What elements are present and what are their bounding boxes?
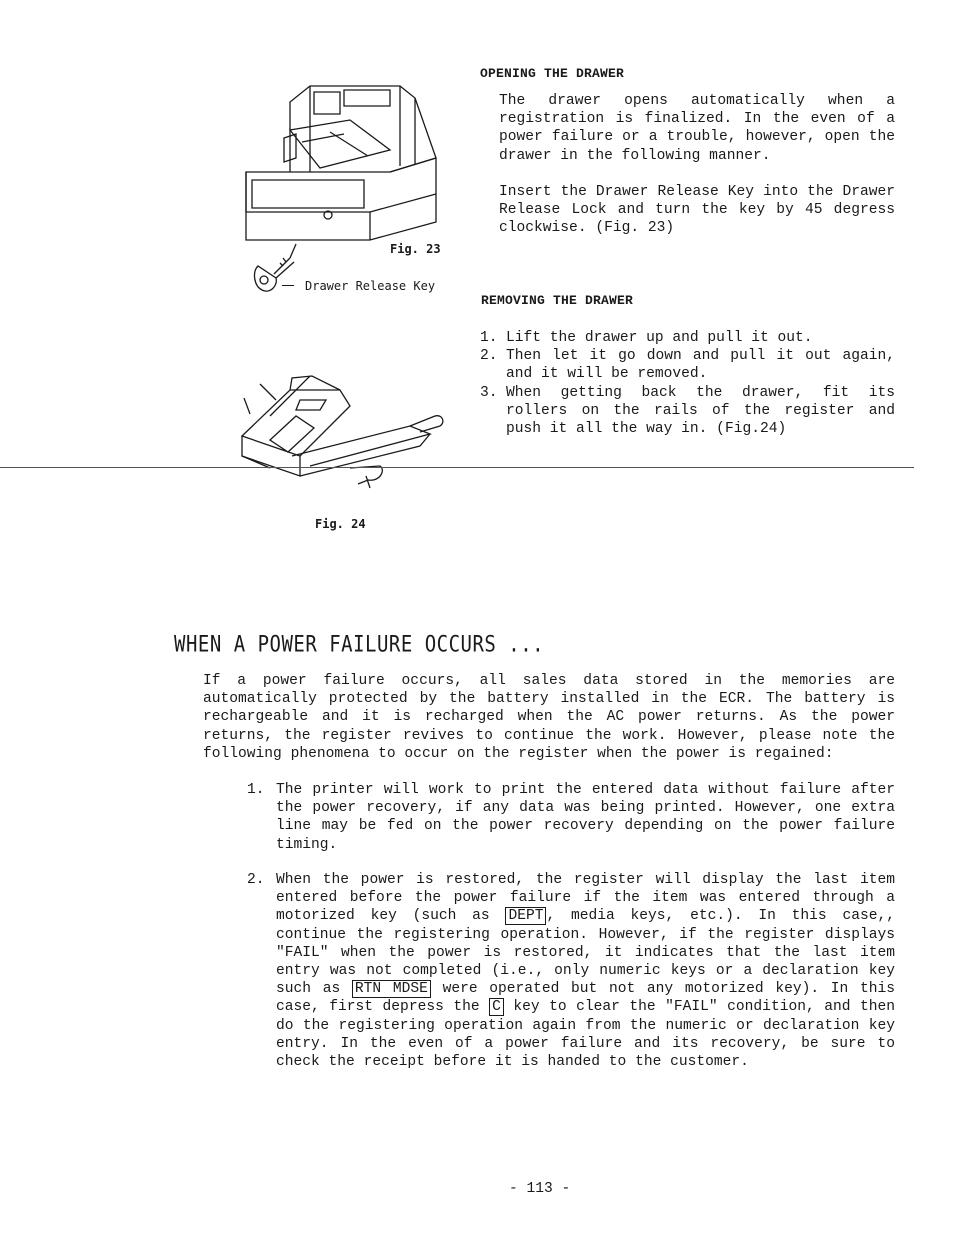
step-number: 1. (480, 330, 498, 346)
list-item (480, 347, 895, 383)
step-text: Then let it go down and pull it out again, and it will be removed. (506, 348, 895, 383)
fig23-arrow-line (282, 285, 294, 286)
fig24-label: Fig. 24 (315, 517, 366, 531)
removing-steps-list (480, 329, 895, 438)
power-item-2-number: 2. (247, 872, 265, 888)
dept-key-label: DEPT (505, 907, 546, 925)
opening-paragraph-1: The drawer opens automatically when a registration is finalized. In the even of a power failure or a trouble, however, open the drawer in the following manner. (499, 93, 895, 164)
fig24-drawer-removal-illustration (230, 370, 450, 495)
drawer-release-key-icon (250, 236, 310, 298)
section-divider-line (0, 467, 914, 468)
fig23-label: Fig. 23 (390, 242, 441, 256)
step-text: Lift the drawer up and pull it out. (506, 330, 813, 346)
list-item (480, 329, 895, 347)
opening-heading: OPENING THE DRAWER (480, 66, 625, 81)
item-2-text-part-2: , media keys, etc.). In this case,, continue the registering operation. However, if the register displays "FAIL" when the power is restored, it indicates that the last item entry was not completed (i.e., only numeric keys or a declaration key such as (276, 908, 895, 998)
power-failure-title: WHEN A POWER FAILURE OCCURS ... (174, 632, 545, 658)
power-item-1-number: 1. (247, 782, 265, 798)
power-item-1-text: The printer will work to print the entered data without failure after the power recovery, if any data was being printed. However, one extra line may be fed on the power recovery depending on the power failure timing. (276, 782, 895, 853)
power-item-2-text (276, 871, 895, 1071)
step-number: 3. (480, 384, 498, 401)
item-2-text-part-3: were operated but not any motorized key). In this case, first depress the (276, 981, 896, 1016)
fig23-register-illustration (240, 72, 440, 252)
c-key-label: C (489, 998, 504, 1016)
item-2-text-part-1: When the power is restored, the register will display the last item entered before the power failure if the item was entered through a motorized key (such as (276, 872, 895, 925)
rtn-mdse-key-label: RTN MDSE (352, 980, 431, 998)
step-number: 2. (480, 348, 498, 365)
step-text: When getting back the drawer, fit its rollers on the rails of the register and push it all the way in. (Fig.24) (506, 384, 895, 438)
removing-heading: REMOVING THE DRAWER (481, 293, 634, 308)
opening-paragraph-2: Insert the Drawer Release Key into the Drawer Release Lock and turn the key by 45 degress clockwise. (Fig. 23) (499, 184, 895, 237)
list-item (480, 384, 895, 439)
page-number: - 113 - (509, 1181, 571, 1197)
item-2-text-part-4: key to clear the "FAIL" condition, and then do the registering operation again from the numeric or declaration key entry. In the even of a power failure and its recovery, be sure to check the receipt before it is handed to the customer. (276, 999, 895, 1071)
fig23-key-caption: Drawer Release Key (305, 279, 436, 293)
power-intro-paragraph: If a power failure occurs, all sales data stored in the memories are automatically protected by the battery installed in the ECR. The battery is rechargeable and it is recharged when the AC power returns. As the power returns, the register revives to continue the work. However, please note the following phenomena to occur on the register when the power is regained: (203, 673, 895, 762)
